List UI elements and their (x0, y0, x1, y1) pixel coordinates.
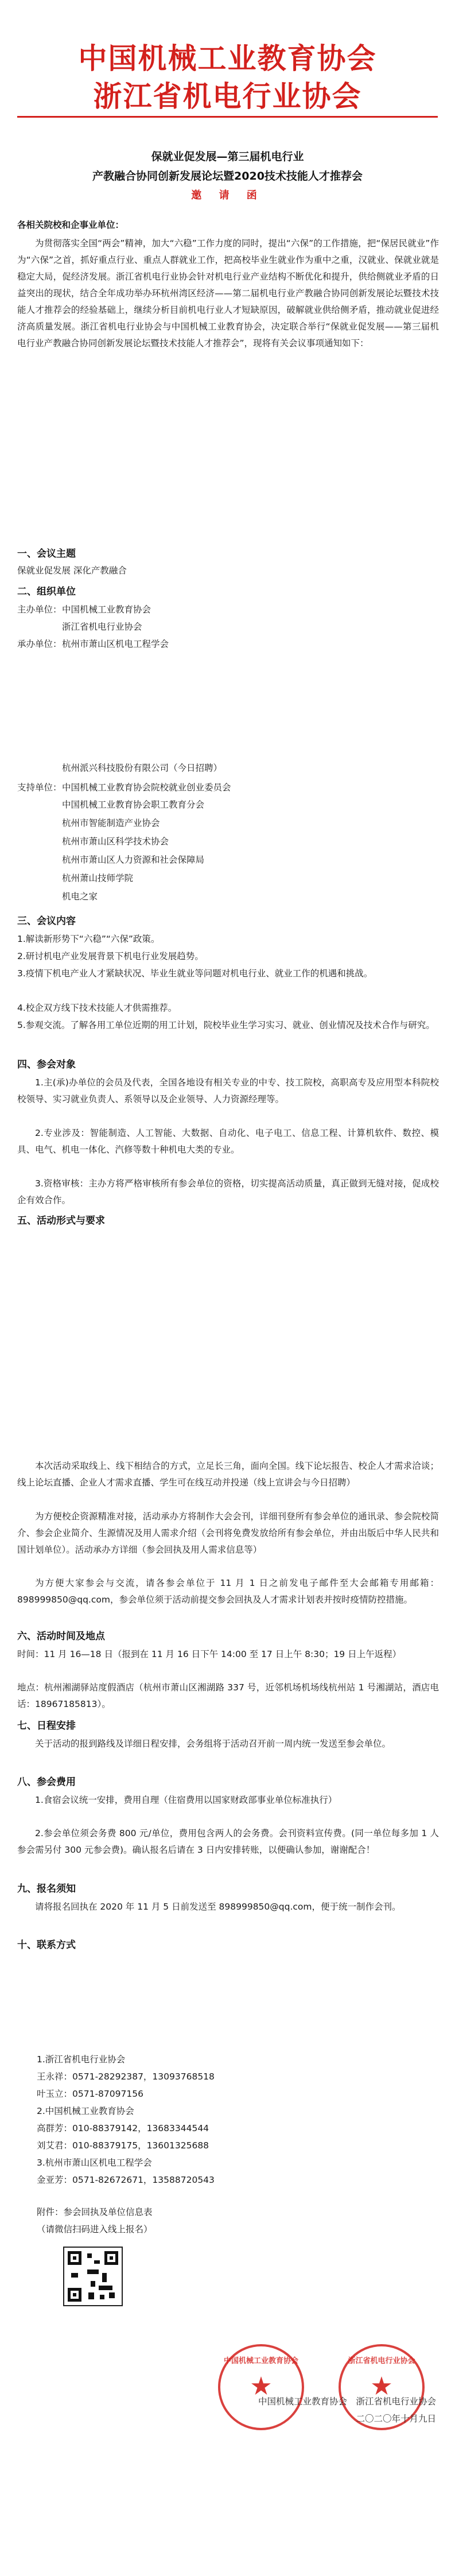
support-label: 支持单位： (17, 782, 62, 793)
contact-2b: 刘艾君：010-88379175，13601325688 (37, 2140, 209, 2151)
attachment-note: （请微信扫码进入线上报名） (37, 2224, 153, 2234)
header-divider (17, 116, 438, 118)
section-time-place: 六、活动时间及地点 (17, 1631, 105, 1642)
support-1: 中国机械工业教育协会院校就业创业委员会 (62, 782, 231, 793)
contact-1b: 叶玉立：0571-87097156 (37, 2089, 143, 2099)
support-5: 杭州市萧山区人力资源和社会保障局 (62, 855, 205, 865)
intro-paragraph: 为贯彻落实全国“两会”精神，加大“六稳”工作力度的同时，提出“六保”的工作措施，把“保居民就业”作为“六保”之首，抓好重点行业、重点人群就业工作，把高校毕业生就业作为重中之重，汉就业、保就业就是稳定大局，促经济发展。浙江省机电行业协会针对机电行业产业结构不断优化和提升，供给侧就业矛盾的日益突出的现状，结合全年成功举办环杭州湾区经济——第二届机电行业产教融合协同创新发展论坛暨技术技能人才推荐会的经验基础上，继续分析目前机电行业人才短缺原因，破解就业供给侧矛盾，推动就业促进经济高质量发展。浙江省机电行业协会与中国机械工业教育协会，决定联合举行“保就业促发展——第三届机电行业产教融合协同创新发展论坛暨技术技能人才推荐会”，现将有关会议事项通知如下： (17, 238, 439, 348)
organizer: 杭州市萧山区机电工程学会 (62, 639, 169, 649)
contact-1a: 王永祥：0571-28292387，13093768518 (37, 2071, 215, 2082)
content-2: 2.研讨机电产业发展背景下机电行业发展趋势。 (17, 951, 204, 961)
greeting: 各相关院校和企事业单位： (17, 220, 125, 230)
header-org-2: 浙江省机电行业协会 (93, 79, 362, 113)
header-org-1: 中国机械工业教育协会 (78, 41, 377, 75)
contact-org-3: 3.杭州市萧山区机电工程学会 (37, 2158, 152, 2168)
place-text: 地点：杭州湘湖驿站度假酒店（杭州市萧山区湘湖路 337 号，近邻机场机场线杭州站 1 号湘湖站，酒店电话：18967185813）。 (17, 1682, 439, 1709)
format-1: 本次活动采取线上、线下相结合的方式，立足长三角，面向全国。线下论坛报告、校企人才需求洽谈；线上论坛直播、企业人才需求直播、学生可在线互动并投递（线上宣讲会与今日招聘） (17, 1461, 439, 1488)
content-3: 3.疫情下机电产业人才紧缺状况、毕业生就业等问题对机电行业、就业工作的机遇和挑战。 (17, 968, 373, 979)
doc-title-line-1: 保就业促发展—第三届机电行业 (151, 150, 304, 163)
support-2: 中国机械工业教育协会职工教育分会 (62, 800, 205, 810)
section-organizers: 二、组织单位 (17, 586, 76, 598)
contact-3a: 金亚芳：0571-82672671，13588720543 (37, 2175, 215, 2185)
organizer-label: 承办单位： (17, 639, 62, 649)
registration-text: 请将报名回执在 2020 年 11 月 5 日前发送至 898999850@qq.com，便于统一制作会刊。 (35, 1902, 401, 1912)
doc-title-line-2: 产教融合协同创新发展论坛暨2020技术技能人才推荐会 (92, 170, 363, 183)
section-registration: 九、报名须知 (17, 1883, 76, 1895)
section-content: 三、会议内容 (17, 915, 76, 927)
doc-title-invitation: 邀 请 函 (191, 189, 264, 201)
fee-1: 1.食宿会议统一安排，费用自理（住宿费用以国家财政部事业单位标准执行） (35, 1795, 337, 1805)
format-3: 为方便大家参会与交流，请各参会单位于 11 月 1 日之前发电子邮件至大会邮箱专用邮箱：898999850@qq.com，参会单位须于活动前提交参会回执及人才需求计划表并按时疫情防控措施。 (17, 1578, 439, 1605)
sponsor-1: 杭州派兴科技股份有限公司（今日招聘） (62, 763, 223, 773)
signature-date: 二〇二〇年十月九日 (356, 2414, 436, 2424)
host-1: 中国机械工业教育协会 (62, 604, 151, 615)
support-7: 机电之家 (62, 891, 98, 902)
format-2: 为方便校企资源精准对接，活动承办方将制作大会会刊，详细刊登所有参会单位的通讯录、参会院校简介、参会企业简介、生源情况及用人需求介绍（会刊将免费发放给所有参会单位，并由出版后中华人民共和国计划单位）。活动承办方详细（参会回执及用人需求信息等） (17, 1511, 439, 1555)
section-schedule: 七、日程安排 (17, 1720, 76, 1732)
contact-2a: 高群芳：010-88379142，13683344544 (37, 2123, 209, 2133)
contact-org-2: 2.中国机械工业教育协会 (37, 2106, 134, 2116)
attendee-2: 2.专业涉及：智能制造、人工智能、大数据、自动化、电子电工、信息工程、计算机软件、数控、模具、电气、机电一体化、汽修等数十种机电大类的专业。 (17, 1128, 439, 1155)
registration-qr-code[interactable] (63, 2247, 123, 2306)
support-4: 杭州市萧山区科学技术协会 (62, 836, 169, 847)
section-contact: 十、联系方式 (17, 1939, 76, 1951)
seal-right: 浙江省机电行业协会 ★ (339, 2344, 425, 2430)
theme-text: 保就业促发展 深化产教融合 (17, 565, 127, 576)
time-text: 时间：11 月 16—18 日（报到在 11 月 16 日下午 14:00 至 17 日上午 8:30；19 日上午返程） (17, 1649, 402, 1659)
attendee-1: 1.主(承)办单位的会员及代表，全国各地设有相关专业的中专、技工院校，高职高专及应用型本科院校校领导、实习就业负责人、系领导以及企业领导、人力资源经理等。 (17, 1077, 439, 1104)
fee-2: 2.参会单位须会务费 800 元/单位，费用包含两人的会务费。会刊资料宣传费。(同一单位每多加 1 人参会需另付 300 元参会费)。确认报名后请在 3 日内安排转账，以便确认参加，谢谢配合！ (17, 1828, 439, 1855)
host-2: 浙江省机电行业协会 (62, 622, 142, 632)
host-label: 主办单位： (17, 604, 62, 615)
content-4: 4.校企双方线下技术技能人才供需推荐。 (17, 1003, 177, 1013)
schedule-text: 关于活动的报到路线及详细日程安排，会务组将于活动召开前一周内统一发送至参会单位。 (35, 1739, 391, 1749)
attachment: 附件：参会回执及单位信息表 (37, 2207, 153, 2217)
content-1: 1.解读新形势下“六稳”“六保”政策。 (17, 934, 160, 944)
support-6: 杭州萧山技师学院 (62, 873, 134, 883)
content-5: 5.参观交流。了解各用工单位近期的用工计划，院校毕业生学习实习、就业、创业情况及技术合作与研究。 (17, 1020, 435, 1030)
section-format: 五、活动形式与要求 (17, 1215, 105, 1227)
support-3: 杭州市智能制造产业协会 (62, 818, 160, 828)
seal-left: 中国机械工业教育协会 ★ (218, 2344, 304, 2430)
attendee-3: 3.资格审核：主办方将严格审核所有参会单位的资格，切实提高活动质量，真正做到无缝对接，促成校企有效合作。 (17, 1178, 439, 1205)
section-fees: 八、参会费用 (17, 1776, 76, 1788)
signature-orgs: 中国机械工业教育协会 浙江省机电行业协会 (258, 2396, 436, 2407)
section-attendees: 四、参会对象 (17, 1059, 76, 1070)
contact-org-1: 1.浙江省机电行业协会 (37, 2054, 126, 2065)
section-theme: 一、会议主题 (17, 548, 76, 560)
